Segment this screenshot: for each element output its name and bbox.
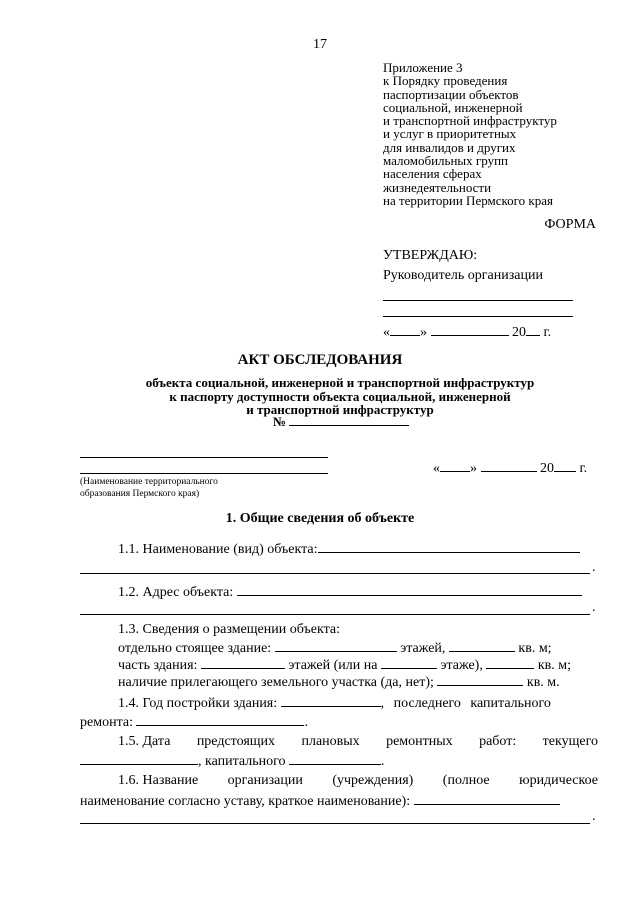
page-number: 17	[313, 37, 327, 52]
name-line[interactable]	[383, 316, 573, 317]
quote-close: »	[420, 325, 427, 340]
item-1-5	[118, 734, 598, 750]
address-field[interactable]	[237, 583, 582, 596]
land-plot-label: наличие прилегающего земельного участка (да, нет);	[118, 675, 434, 690]
item-1-2	[118, 583, 582, 601]
quote-open: «	[383, 325, 390, 340]
territory-caption-line: образования Пермского края)	[80, 489, 200, 499]
day-field[interactable]	[390, 323, 420, 336]
floor-label: этаже),	[440, 658, 483, 673]
item-1-6-word: организации	[227, 773, 303, 788]
item-1-6-word: (полное	[442, 773, 490, 788]
appendix-line: жизнедеятельности	[383, 179, 492, 195]
item-1-5-word: текущего	[542, 734, 598, 749]
territory-line-2[interactable]	[80, 473, 328, 474]
building-part-label: часть здания:	[118, 658, 198, 673]
period: .	[381, 754, 385, 769]
item-1-6-word: 1.6. Название	[118, 773, 199, 788]
area-unit: кв. м;	[518, 641, 552, 656]
item-1-6-label: наименование согласно уставу, краткое наименование):	[80, 794, 411, 809]
appendix-block	[383, 61, 623, 207]
act-title: АКТ ОБСЛЕДОВАНИЯ	[237, 352, 403, 368]
appendix-line: и транспортной инфраструктур	[383, 113, 557, 129]
year-built-label: 1.4. Год постройки здания:	[118, 696, 278, 711]
capital-repair-field[interactable]	[289, 752, 381, 765]
year-field[interactable]	[526, 323, 540, 336]
item-1-5-word: 1.5. Дата	[118, 734, 171, 749]
address-line-2[interactable]	[80, 614, 590, 615]
floors-field[interactable]	[201, 656, 285, 669]
item-1-5-word: ремонтных	[386, 734, 453, 749]
act-number	[273, 414, 409, 430]
floors-label: этажей (или на	[288, 658, 378, 673]
current-repair-field[interactable]	[80, 752, 198, 765]
approval-position: Руководитель организации	[383, 268, 543, 283]
object-name-field[interactable]	[318, 540, 580, 553]
approval-date	[383, 323, 551, 341]
item-1-4	[118, 694, 551, 712]
year-suffix: г.	[543, 325, 552, 340]
appendix-line: на территории Пермского края	[383, 192, 553, 208]
item-1-5-cont	[80, 752, 385, 770]
last-repair-field[interactable]	[136, 713, 304, 726]
act-subtitle-line: к паспорту доступности объекта социальной, инженерной	[169, 388, 511, 404]
floors-label: этажей,	[400, 641, 446, 656]
last-repair-label: , последнего капитального	[380, 696, 551, 711]
item-1-5-word: работ:	[479, 734, 517, 749]
appendix-line: для инвалидов и других	[383, 139, 516, 155]
period: .	[592, 600, 596, 615]
section-title: 1. Общие сведения об объекте	[225, 511, 415, 526]
act-subtitle-line: и транспортной инфраструктур	[246, 402, 434, 417]
number-sign: №	[273, 414, 287, 429]
appendix-line: и услуг в приоритетных	[383, 126, 517, 142]
item-1-2-label: 1.2. Адрес объекта:	[118, 585, 234, 600]
item-1-1-label: 1.1. Наименование (вид) объекта:	[118, 542, 318, 557]
repair-label: ремонта:	[80, 715, 133, 730]
signature-line[interactable]	[383, 300, 573, 301]
organization-name-line-2[interactable]	[80, 823, 590, 824]
land-area-field[interactable]	[437, 673, 523, 686]
appendix-line: маломобильных групп	[383, 153, 508, 169]
act-subtitle-line: объекта социальной, инженерной и транспортной инфраструктур	[145, 375, 535, 390]
area-field[interactable]	[486, 656, 534, 669]
period: .	[304, 715, 308, 730]
form-label: ФОРМА	[544, 217, 596, 232]
item-1-4-cont	[80, 713, 308, 731]
detached-building-label: отдельно стоящее здание:	[118, 641, 272, 656]
year-built-field[interactable]	[281, 694, 381, 707]
item-1-3: 1.3. Сведения о размещении объекта:	[118, 622, 340, 637]
area-field[interactable]	[449, 639, 515, 652]
year-prefix: 20	[540, 461, 554, 476]
floors-field[interactable]	[275, 639, 397, 652]
area-unit: кв. м;	[537, 658, 572, 673]
territory-caption-line: (Наименование территориального	[80, 477, 218, 487]
act-number-field[interactable]	[289, 415, 409, 426]
year-prefix: 20	[512, 325, 526, 340]
quote-close: »	[470, 461, 477, 476]
item-1-5-word: предстоящих	[196, 734, 276, 749]
appendix-line: к Порядку проведения	[383, 73, 508, 89]
item-1-6-word: юридическое	[519, 773, 598, 788]
floor-number-field[interactable]	[381, 656, 437, 669]
item-1-5-word: плановых	[301, 734, 360, 749]
territory-caption	[80, 476, 218, 500]
period: .	[592, 560, 596, 575]
item-1-3-b	[118, 656, 571, 674]
item-1-6	[118, 773, 598, 789]
area-unit: кв. м.	[526, 675, 560, 690]
item-1-6-word: (учреждения)	[332, 773, 414, 788]
act-date	[433, 459, 587, 477]
object-name-line-2[interactable]	[80, 573, 590, 574]
capital-repair-label: , капитального	[198, 754, 286, 769]
day-field[interactable]	[440, 459, 470, 472]
item-1-6-cont	[80, 792, 560, 810]
quote-open: «	[433, 461, 440, 476]
appendix-line: Приложение 3	[383, 60, 463, 75]
item-1-3-a	[118, 639, 552, 657]
period: .	[592, 809, 596, 824]
item-1-3-c	[118, 673, 560, 691]
item-1-1	[118, 540, 580, 558]
appendix-line: паспортизации объектов	[383, 86, 519, 102]
month-field[interactable]	[481, 459, 537, 472]
organization-name-field[interactable]	[414, 792, 560, 805]
year-suffix: г.	[579, 461, 588, 476]
year-field[interactable]	[554, 459, 576, 472]
territory-line-1[interactable]	[80, 457, 328, 458]
act-subtitle	[90, 376, 590, 417]
approval-title: УТВЕРЖДАЮ:	[383, 248, 478, 263]
appendix-line: социальной, инженерной	[383, 99, 523, 115]
month-field[interactable]	[431, 323, 509, 336]
appendix-line: населения сферах	[383, 166, 482, 182]
